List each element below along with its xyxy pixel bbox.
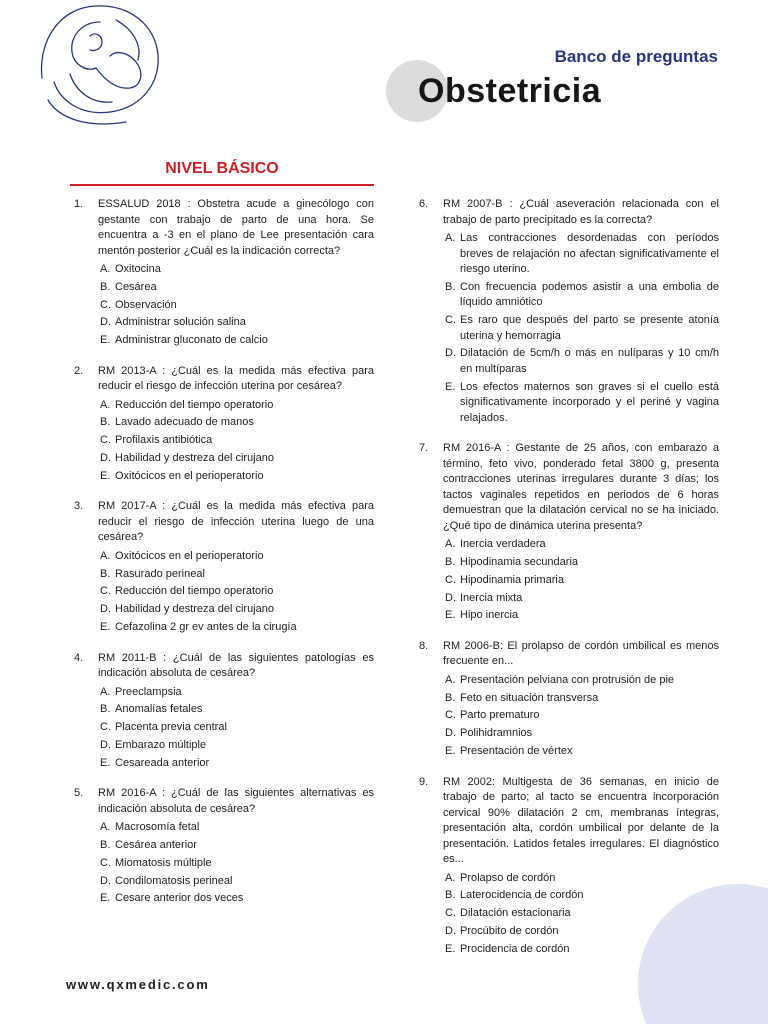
option-text: Cesare anterior dos veces	[115, 892, 244, 905]
option-text: Los efectos maternos son graves si el cuello está significativamente incorporado y el periné y vagina relajados.	[460, 380, 719, 424]
option-letter: C.	[445, 709, 456, 722]
option-text: Presentación de vértex	[460, 745, 573, 758]
answer-option	[98, 756, 374, 772]
answer-option	[98, 398, 374, 414]
option-text: Es raro que después del parto se presente atonía uterina y hemorragia	[460, 314, 719, 342]
question-number: 5.	[74, 787, 84, 800]
option-text: Hipo inercia	[460, 609, 519, 622]
option-letter: A.	[100, 821, 111, 834]
answer-option	[98, 433, 374, 449]
option-letter: E.	[100, 756, 111, 769]
option-letter: A.	[445, 673, 456, 686]
option-text: Laterocidencia de cordón	[460, 889, 584, 902]
option-text: Hipodinamia primaria	[460, 573, 564, 586]
option-text: Inercia verdadera	[460, 538, 546, 551]
question-text: RM 2007-B : ¿Cuál aseveración relacionada con el trabajo de parto precipitado es la correcta?	[443, 198, 719, 226]
page-title: Obstetricia	[418, 72, 602, 110]
question-number: 3.	[74, 500, 84, 513]
question-item	[415, 197, 719, 426]
option-letter: E.	[100, 621, 111, 634]
answer-option	[443, 313, 719, 344]
option-letter: A.	[100, 549, 111, 562]
option-letter: D.	[445, 924, 456, 937]
answer-option	[98, 333, 374, 349]
option-letter: E.	[445, 942, 456, 955]
option-text: Preeclampsia	[115, 685, 182, 698]
option-text: Presentación pelviana con protrusión de pie	[460, 673, 675, 686]
question-text: RM 2017-A : ¿Cuál es la medida más efectiva para reducir el riesgo de infección uterina luego de una cesárea?	[98, 500, 374, 544]
option-text: Hipodinamia secundaria	[460, 555, 579, 568]
question-item	[70, 499, 374, 635]
question-item	[70, 786, 374, 907]
option-letter: E.	[445, 745, 456, 758]
answer-option	[98, 620, 374, 636]
answer-option	[98, 567, 374, 583]
answer-option	[443, 708, 719, 724]
option-letter: B.	[100, 839, 111, 852]
answer-option	[443, 346, 719, 377]
answer-option	[443, 906, 719, 922]
question-item	[70, 197, 374, 349]
answer-options	[98, 398, 374, 485]
option-text: Cefazolina 2 gr ev antes de la cirugía	[115, 621, 297, 634]
option-text: Placenta previa central	[115, 721, 227, 734]
option-letter: B.	[100, 280, 111, 293]
question-number: 1.	[74, 198, 84, 210]
answer-option	[98, 838, 374, 854]
answer-options	[443, 231, 719, 426]
option-text: Oxitocina	[115, 263, 161, 275]
answer-option	[98, 280, 374, 296]
question-item	[415, 441, 719, 624]
question-number: 8.	[419, 639, 429, 652]
answer-option	[98, 315, 374, 331]
option-letter: B.	[100, 703, 111, 716]
option-letter: A.	[445, 538, 456, 551]
answer-option	[443, 691, 719, 707]
option-letter: A.	[100, 685, 111, 698]
option-letter: E.	[100, 334, 111, 347]
option-letter: E.	[100, 892, 111, 905]
option-letter: C.	[445, 907, 456, 920]
option-letter: B.	[445, 280, 456, 293]
option-text: Procúbito de cordón	[460, 924, 559, 937]
option-letter: C.	[100, 721, 111, 734]
answer-options	[443, 673, 719, 760]
option-text: Cesárea anterior	[115, 839, 197, 852]
answer-option	[443, 673, 719, 689]
option-letter: D.	[445, 347, 456, 360]
answer-option	[98, 298, 374, 314]
question-text: ESSALUD 2018 : Obstetra acude a ginecólogo con gestante con trabajo de parto de una hora. Se encuentra a -3 en el plano de Lee presentación cara mentón posterior ¿Cuál es la indicación correcta?	[98, 198, 374, 257]
option-text: Profilaxis antibiótica	[115, 434, 213, 447]
option-letter: C.	[100, 298, 111, 311]
fetus-logo-icon	[30, 0, 180, 130]
option-text: Polihidramnios	[460, 727, 533, 740]
question-number: 6.	[419, 198, 429, 210]
option-letter: B.	[445, 691, 456, 704]
answer-option	[443, 280, 719, 311]
option-text: Dilatación estacionaria	[460, 907, 571, 920]
option-letter: B.	[100, 416, 111, 429]
option-text: Prolapso de cordón	[460, 871, 556, 884]
option-letter: E.	[445, 609, 456, 622]
option-text: Macrosomía fetal	[115, 821, 200, 834]
question-text: RM 2013-A : ¿Cuál es la medida más efectiva para reducir el riesgo de infección uterina por cesárea?	[98, 364, 374, 393]
option-letter: C.	[445, 573, 456, 586]
option-letter: A.	[445, 871, 456, 884]
answer-option	[98, 874, 374, 890]
answer-options	[98, 820, 374, 907]
answer-option	[98, 451, 374, 467]
option-letter: A.	[100, 398, 111, 411]
answer-options	[98, 262, 374, 349]
option-text: Oxitócicos en el perioperatorio	[115, 469, 264, 482]
answer-option	[443, 537, 719, 553]
answer-option	[98, 584, 374, 600]
answer-option	[98, 685, 374, 701]
questions-right-column	[415, 197, 719, 972]
option-letter: B.	[100, 567, 111, 580]
option-text: Parto prematuro	[460, 709, 540, 722]
option-letter: E.	[445, 380, 456, 393]
option-text: Inercia mixta	[460, 591, 523, 604]
question-item	[415, 775, 719, 958]
option-letter: D.	[100, 452, 111, 465]
answer-option	[98, 262, 374, 278]
answer-option	[443, 591, 719, 607]
answer-option	[443, 744, 719, 760]
answer-options	[443, 871, 719, 958]
option-letter: B.	[445, 555, 456, 568]
answer-option	[443, 924, 719, 940]
option-letter: D.	[445, 727, 456, 740]
option-letter: C.	[100, 585, 111, 598]
answer-options	[98, 685, 374, 772]
answer-option	[443, 231, 719, 278]
question-number: 7.	[419, 442, 429, 455]
option-text: Habilidad y destreza del cirujano	[115, 452, 274, 465]
question-item	[70, 364, 374, 485]
option-text: Reducción del tiempo operatorio	[115, 585, 274, 598]
option-text: Con frecuencia podemos asistir a una embolia de líquido amniótico	[460, 280, 719, 309]
answer-options	[443, 537, 719, 624]
footer-website: www.qxmedic.com	[66, 977, 210, 992]
option-text: Administrar solución salina	[115, 316, 246, 329]
question-item	[70, 651, 374, 772]
answer-option	[98, 891, 374, 907]
option-text: Condilomatosis perineal	[115, 874, 233, 887]
answer-option	[98, 820, 374, 836]
answer-option	[443, 573, 719, 589]
option-letter: A.	[445, 232, 456, 244]
option-letter: D.	[100, 874, 111, 887]
option-text: Administrar gluconato de calcio	[115, 334, 268, 347]
answer-option	[443, 871, 719, 887]
option-letter: E.	[100, 469, 111, 482]
question-number: 2.	[74, 364, 84, 377]
option-letter: C.	[100, 856, 111, 869]
answer-option	[98, 856, 374, 872]
question-text: RM 2006-B: El prolapso de cordón umbilical es menos frecuente en...	[443, 639, 719, 668]
level-divider	[70, 184, 374, 186]
answer-option	[98, 702, 374, 718]
option-letter: B.	[445, 889, 456, 902]
answer-options	[98, 549, 374, 636]
option-letter: D.	[100, 603, 111, 616]
answer-option	[443, 888, 719, 904]
question-number: 4.	[74, 651, 84, 664]
option-letter: D.	[445, 591, 456, 604]
question-text: RM 2016-A : ¿Cuál de las siguientes alternativas es indicación absoluta de cesárea?	[98, 787, 374, 815]
option-letter: C.	[100, 434, 111, 447]
question-item	[415, 639, 719, 760]
option-text: Reducción del tiempo operatorio	[115, 398, 274, 411]
option-text: Feto en situación transversa	[460, 691, 599, 704]
question-text: RM 2011-B : ¿Cuál de las siguientes patologías es indicación absoluta de cesárea?	[98, 651, 374, 680]
answer-option	[98, 720, 374, 736]
answer-option	[98, 549, 374, 565]
option-letter: C.	[445, 314, 456, 327]
option-text: Las contracciones desordenadas con períodos breves de relajación no afectan significativamente el riesgo uterino.	[460, 232, 719, 275]
questions-left-column	[70, 197, 374, 922]
option-text: Cesárea	[115, 280, 157, 293]
question-text: RM 2016-A : Gestante de 25 años, con embarazo a término, feto vivo, ponderado fetal 3800 g, presenta contracciones uterinas irregulares durante 3 días; los tactos vaginales repetidos en periodos de 6 horas demuestran que la dilatación cervical no se ha iniciado. ¿Qué tipo de dinámica uterina presenta?	[443, 442, 719, 532]
option-text: Procidencia de cordón	[460, 942, 570, 955]
answer-option	[443, 608, 719, 624]
answer-option	[443, 555, 719, 571]
answer-option	[98, 469, 374, 485]
option-text: Observación	[115, 298, 177, 311]
answer-option	[98, 738, 374, 754]
answer-option	[443, 380, 719, 427]
option-text: Dilatación de 5cm/h o más en nulíparas y 10 cm/h en multíparas	[460, 347, 719, 375]
answer-option	[98, 415, 374, 431]
option-text: Rasurado perineal	[115, 567, 205, 580]
header-subtitle: Banco de preguntas	[554, 47, 718, 66]
option-text: Miomatosis múltiple	[115, 856, 212, 869]
answer-option	[443, 942, 719, 958]
question-number: 9.	[419, 775, 429, 788]
option-letter: A.	[100, 263, 111, 275]
option-text: Oxitócicos en el perioperatorio	[115, 549, 264, 562]
option-text: Lavado adecuado de manos	[115, 416, 254, 429]
answer-option	[443, 726, 719, 742]
question-text: RM 2002: Multigesta de 36 semanas, en inicio de trabajo de parto; al tacto se encuentra incorporación cervical 90% dilatación 2 cm, membranas íntegras, presentación alta, cordón umbilical por delante de la presentación. Latidos fetales irregulares. El diagnóstico es...	[443, 775, 719, 866]
option-text: Anomalías fetales	[115, 703, 203, 716]
option-letter: D.	[100, 738, 111, 751]
option-letter: D.	[100, 316, 111, 329]
option-text: Cesareada anterior	[115, 756, 210, 769]
level-heading: NIVEL BÁSICO	[165, 160, 279, 177]
answer-option	[98, 602, 374, 618]
option-text: Embarazo múltiple	[115, 738, 207, 751]
option-text: Habilidad y destreza del cirujano	[115, 603, 274, 616]
